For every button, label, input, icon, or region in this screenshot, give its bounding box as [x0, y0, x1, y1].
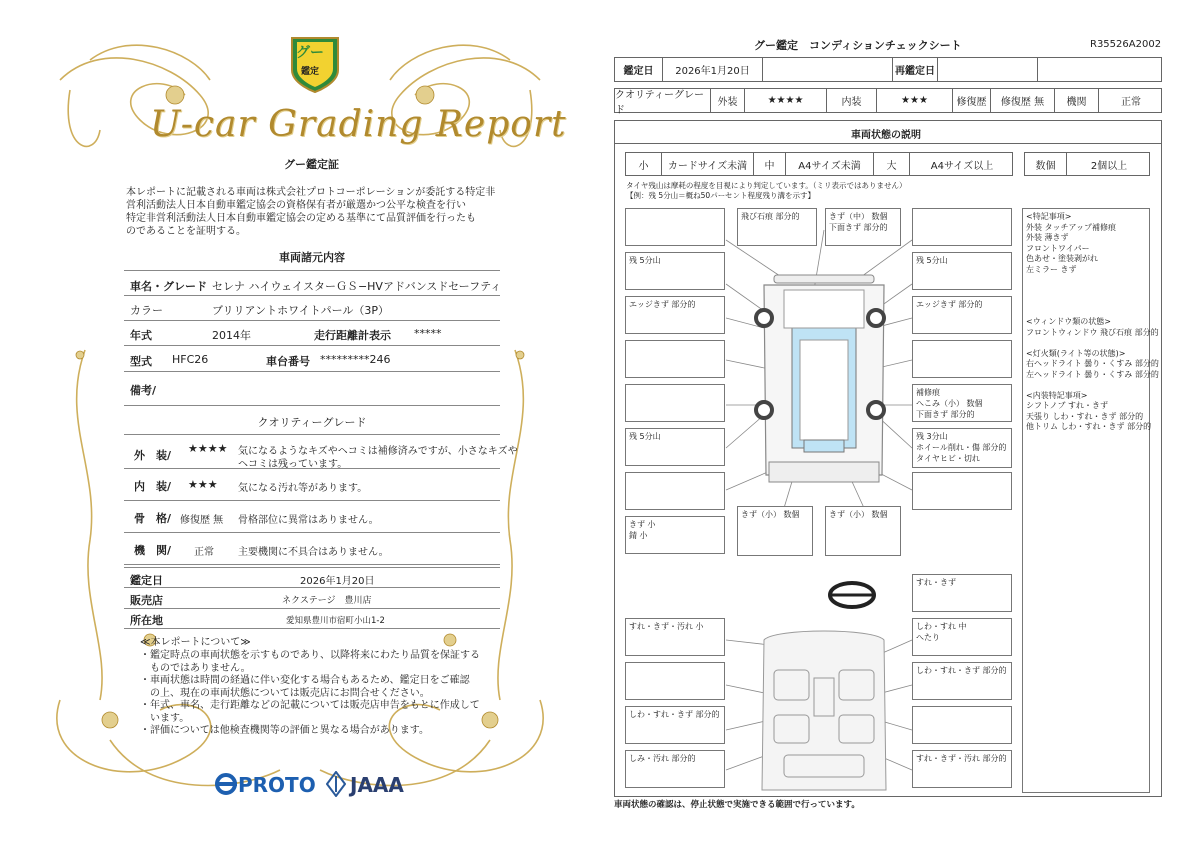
notice-item [140, 721, 429, 736]
tire-front-right-box: 残 5分山 [912, 252, 1012, 290]
steering-wheel-icon [830, 583, 874, 607]
tire-example: 【例：残 5分山＝概ね50パーセント程度残り溝を示す】 [626, 191, 816, 200]
notice-text: 鑑定時点の車両状態を示すものであり、以降将来にわたり品質を保証する [150, 650, 480, 661]
damage-box-front-right: きず（中） 数個 下面きず 部分的 [825, 208, 901, 246]
spec-row-model: 車名・グレード セレナ ハイウェイスターＧＳ−HVアドバンスドセーフティ [124, 270, 500, 296]
quality-row-frame: 骨 格/ 修復歴 無 骨格部位に異常はありません。 [124, 501, 500, 533]
damage-box [912, 706, 1012, 744]
damage-box [912, 208, 1012, 246]
certificate-text-line: 本レポートに記載される車両は株式会社プロトコーポレーションが委託する特定非 [126, 187, 496, 198]
exterior-stars: ★★★★ [188, 442, 228, 455]
footer-note: 車両状態の確認は、停止状態で実施できる範囲で行っています。 [614, 800, 860, 810]
notice-bullet: ・ [140, 725, 150, 736]
quality-row-engine: 機 関/ 正常 主要機関に不具合はありません。 [124, 533, 500, 565]
notice-item [140, 696, 480, 711]
tire-front-left-box: 残 5分山 [625, 252, 725, 290]
seat-rear-left-box: しみ・汚れ 部分的 [625, 750, 725, 788]
notice-text: ものではありません。 [150, 662, 251, 674]
rear-middle-right-box: きず（小） 数個 [825, 506, 901, 556]
divider [614, 143, 1162, 144]
seat-third-left-box: しわ・すれ・きず 部分的 [625, 706, 725, 744]
rear-middle-left-box: きず（小） 数個 [737, 506, 813, 556]
damage-box [625, 208, 725, 246]
car-top-view [764, 275, 884, 482]
seat-second-right-box: しわ・すれ・きず 部分的 [912, 662, 1012, 700]
int-stars: ★★★ [877, 89, 953, 112]
spec-row-type: 型式 HFC26 車台番号 *********246 [124, 346, 500, 372]
damage-box [912, 472, 1012, 510]
grading-report-page: グー 鑑定 U-car Grading Report グー鑑定証 本レポートに記載される車両は株式会社プロトコーポレーションが委託する特定非 営利活動法人日本自動車鑑定協会の資格保有者が厳選かつ公平な検査を行い 特定非営利活動法人日本自動車鑑定協会の定める基準にて品質評価を行ったも のであることを証明する。 車両諸元内容 車名・グレード セレナ ハイウェイスターＧＳ−HVアドバンスドセーフティ カラー ブリリアントホワイトパール（3P） 年式 2014年 走行距離計表示 ***** 型式 HFC26 車台番号 *********246 備考/ クオリティーグレード 外 装/ ★★★★ 気になるようなキズやヘコミは補修済みですが、小さなキズや ヘコミは残っています。 内 装/ ★★★ 気になる汚れ等があります。 骨 格/ 修復歴 無 骨格部位に異常はありません。 機 関/ 正常 主要機関に不具合はありません。 鑑定日 2026年1月20日 販売店 ネクステージ 豊川店 所在地 愛知県豊川市宿町小山1-2 ≪本レポートについて≫ ・鑑定時点の車両状態を示すものであり、以降将来にわたり品質を保証する ものではありません。 ・車両状態は時間の経過に伴い変化する場合もあるため、鑑定日をご確認 の上、現在の車両状態については販売店にお問合せください。 ・年式、車名、走行距離などの記載については販売店申告をもとに作成して います。 ・評価については他検査機関等の評価と異なる場合があります。 PROTO JAAA [0, 0, 600, 848]
size-legend: 小 カードサイズ未満 中 A4サイズ未満 大 A4サイズ以上 [625, 152, 1013, 176]
tire-note: タイヤ残山は摩耗の程度を目視により判定しています。（ミリ表示ではありません） [626, 181, 907, 190]
cabin-seat-map [762, 631, 886, 790]
info-row-dealer: 販売店 ネクステージ 豊川店 [124, 588, 500, 609]
damage-box [625, 384, 725, 422]
rear-left-box: きず 小 錆 小 [625, 516, 725, 554]
notice-text: います。 [150, 712, 190, 724]
edge-left-box: エッジきず 部分的 [625, 296, 725, 334]
seat-front-left-box: すれ・きず・汚れ 小 [625, 618, 725, 656]
seat-rear-right-box: すれ・きず・汚れ 部分的 [912, 750, 1012, 788]
notice-heading: ≪本レポートについて≫ [140, 637, 251, 648]
damage-box [625, 662, 725, 700]
notice-text: 年式、車名、走行距離などの記載については販売店申告をもとに作成して [150, 700, 480, 711]
tire-rear-right-box: 残 3分山 ホイール削れ・傷 部分的 タイヤヒビ・切れ [912, 428, 1012, 468]
spec-row-remarks: 備考/ [124, 372, 500, 406]
info-row-date: 鑑定日 2026年1月20日 [124, 567, 500, 588]
damage-box [625, 472, 725, 510]
sheet-id: R35526A2002 [1090, 39, 1162, 50]
report-title: U-car Grading Report [150, 104, 567, 145]
quality-heading: クオリティーグレード [257, 416, 367, 429]
certificate-text-line: のであることを証明する。 [126, 226, 246, 237]
special-notes: <特記事項> 外装 タッチアップ補修痕 外装 薄きず フロントワイパー 色あせ・塗装剥がれ 左ミラー きず <ウィンドウ類の状態> フロントウィンドウ 飛び石痕 部分的 <灯火類(ライト等の状態)> 右ヘッドライト 曇り・くすみ 部分的 左ヘッドライト 曇り・くすみ 部分的 <内装特記事項> シフトノブ すれ・きず 天張り しわ・すれ・きず 部分的 他トリム しわ・すれ・きず 部分的 [1022, 208, 1150, 793]
quality-row-interior: 内 装/ ★★★ 気になる汚れ等があります。 [124, 469, 500, 501]
state-heading: 車両状態の説明 [851, 130, 921, 141]
certificate-text-line: 営利活動法人日本自動車鑑定協会の資格保有者が厳選かつ公平な検査を行い [126, 200, 466, 211]
spec-heading: 車両諸元内容 [279, 251, 345, 264]
ext-stars: ★★★★ [745, 89, 827, 112]
certificate-text-line: 特定非営利活動法人日本自動車鑑定協会の定める基準にて品質評価を行ったも [126, 213, 476, 224]
certificate-heading: グー鑑定証 [284, 158, 339, 171]
quality-row-exterior: 外 装/ ★★★★ 気になるようなキズやヘコミは補修済みですが、小さなキズや ヘコミは残っています。 [124, 434, 500, 469]
badge-text-bottom: 鑑定 [301, 67, 320, 77]
grade-row: クオリティーグレード 外装 ★★★★ 内装 ★★★ 修復歴 修復歴 無 機関 正常 [614, 88, 1162, 113]
spec-row-color: カラー ブリリアントホワイトパール（3P） [124, 296, 500, 321]
badge-text-top: グー [296, 45, 324, 61]
jaaa-logo-icon [326, 771, 346, 797]
damage-box-front-left: 飛び石痕 部分的 [737, 208, 817, 246]
notice-text: の上、現在の車両状態については販売店にお問合せください。 [150, 687, 430, 699]
notice-bullet: ・ [140, 675, 150, 686]
notice-text: 車両状態は時間の経過に伴い変化する場合もあるため、鑑定日をご確認 [150, 675, 470, 686]
seat-front-right-box: しわ・すれ 中 へたり [912, 618, 1012, 656]
interior-stars: ★★★ [188, 478, 218, 491]
repair-right-box: 補修痕 へこみ（小） 数個 下面きず 部分的 [912, 384, 1012, 422]
notice-bullet: ・ [140, 650, 150, 661]
count-legend: 数個 2個以上 [1024, 152, 1150, 176]
spec-row-year: 年式 2014年 走行距離計表示 ***** [124, 321, 500, 346]
damage-box [912, 340, 1012, 378]
info-row-address: 所在地 愛知県豊川市宿町小山1-2 [124, 609, 500, 629]
edge-right-box: エッジきず 部分的 [912, 296, 1012, 334]
tire-rear-left-box: 残 5分山 [625, 428, 725, 466]
proto-logo-icon [215, 773, 237, 795]
damage-box [625, 340, 725, 378]
steering-box: すれ・きず [912, 574, 1012, 612]
date-row: 鑑定日 2026年1月20日 再鑑定日 [614, 57, 1162, 82]
notice-text: 評価については他検査機関等の評価と異なる場合があります。 [150, 725, 429, 736]
sheet-title: グー鑑定 コンディションチェックシート [754, 39, 962, 52]
notice-bullet: ・ [140, 700, 150, 711]
